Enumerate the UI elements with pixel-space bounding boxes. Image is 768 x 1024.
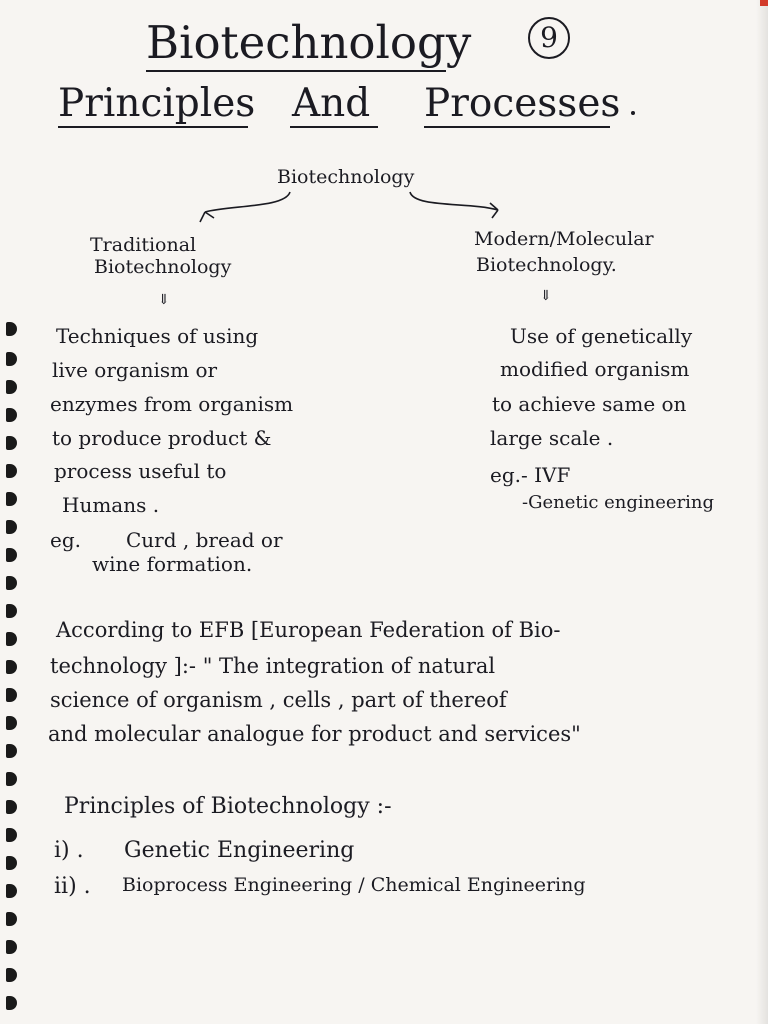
principle-1-number: i) . bbox=[54, 838, 84, 863]
right-line-4: large scale . bbox=[490, 426, 614, 450]
left-heading-line1: Traditional bbox=[90, 234, 197, 256]
right-eg-line2: -Genetic engineering bbox=[522, 492, 715, 513]
right-eg-line1: eg.- IVF bbox=[490, 463, 571, 487]
right-heading-line2: Biotechnology. bbox=[476, 254, 617, 276]
left-line-4: to produce product & bbox=[52, 426, 272, 450]
right-line-1: Use of genetically bbox=[510, 324, 693, 348]
right-heading-line1: Modern/Molecular bbox=[474, 228, 654, 250]
left-eg-label: eg. bbox=[50, 528, 81, 552]
left-down-arrow-icon: ⇓ bbox=[158, 292, 170, 308]
left-line-2: live organism or bbox=[52, 358, 218, 382]
left-eg-line2: wine formation. bbox=[92, 552, 253, 576]
left-eg-line1: Curd , bread or bbox=[126, 528, 283, 552]
left-heading-line2: Biotechnology bbox=[94, 256, 232, 278]
left-line-5: process useful to bbox=[54, 459, 227, 483]
principle-1-text: Genetic Engineering bbox=[124, 838, 355, 863]
right-line-3: to achieve same on bbox=[492, 392, 687, 416]
left-line-3: enzymes from organism bbox=[50, 392, 294, 416]
page-number: 9 bbox=[528, 17, 570, 59]
page-title: Biotechnology bbox=[146, 16, 472, 69]
principle-2-text: Bioprocess Engineering / Chemical Engineering bbox=[122, 874, 586, 896]
subtitle-word-principles: Principles bbox=[58, 81, 256, 126]
right-line-2: modified organism bbox=[500, 357, 690, 381]
subtitle-word-and: And bbox=[292, 81, 371, 126]
efb-line-1: According to EFB [European Federation of Bio- bbox=[56, 618, 561, 642]
principles-heading: Principles of Biotechnology :- bbox=[64, 794, 392, 819]
principle-2-number: ii) . bbox=[54, 874, 91, 899]
tree-root-label: Biotechnology bbox=[277, 166, 415, 188]
subtitle-word-processes: Processes bbox=[424, 81, 621, 126]
efb-line-3: science of organism , cells , part of thereof bbox=[50, 688, 507, 712]
efb-line-2: technology ]:- " The integration of natural bbox=[50, 654, 496, 678]
left-line-1: Techniques of using bbox=[56, 324, 259, 348]
left-line-6: Humans . bbox=[62, 493, 160, 517]
efb-line-4: and molecular analogue for product and services" bbox=[48, 722, 581, 746]
right-down-arrow-icon: ⇓ bbox=[540, 288, 552, 304]
